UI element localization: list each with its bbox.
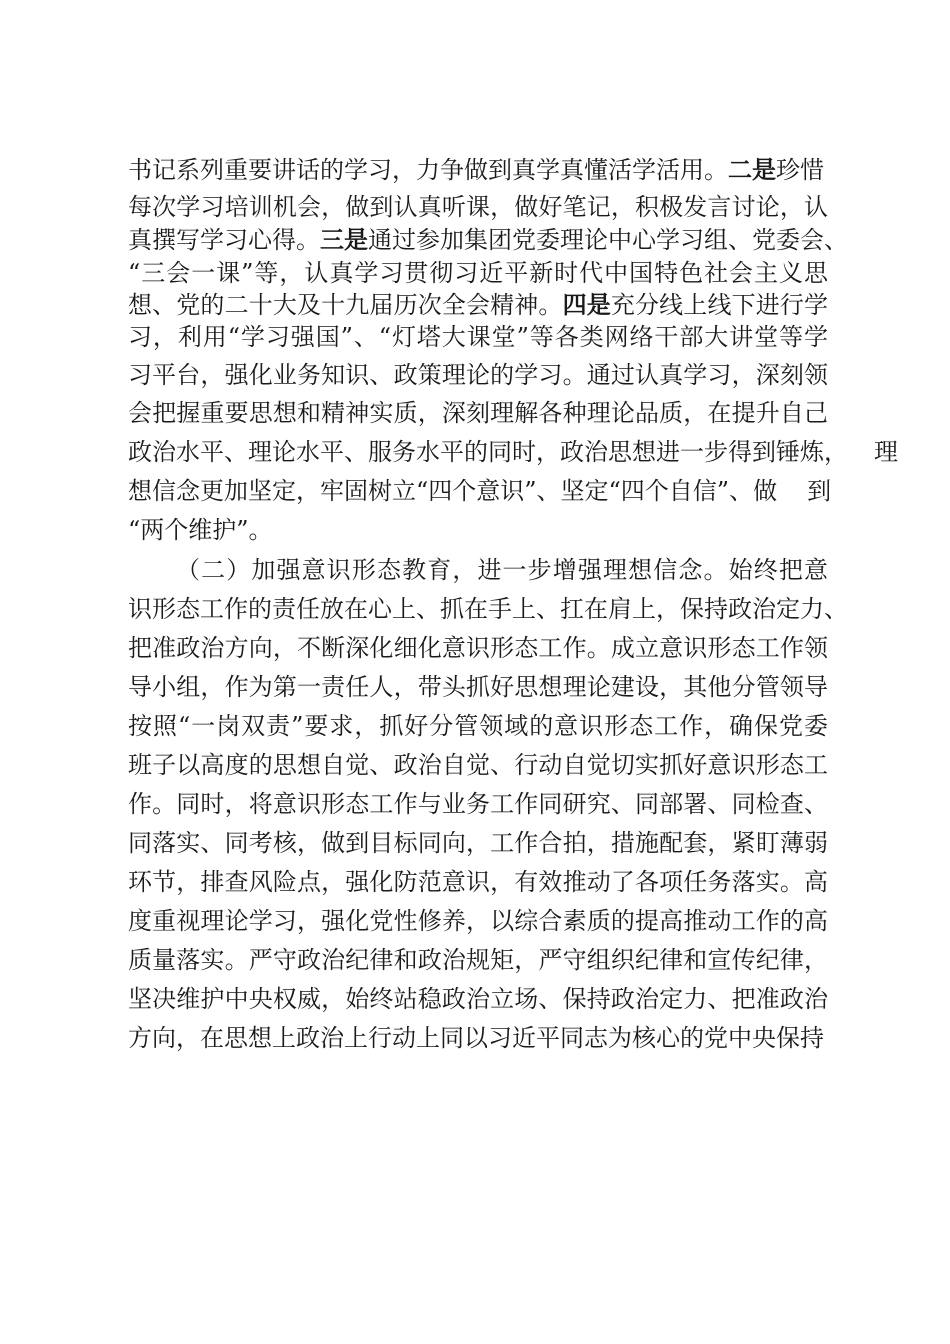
paragraph-2-line-4: 导小组，作为第一责任人，带头抓好思想理论建设，其他分管领导 xyxy=(128,673,828,701)
emphasis-ordinal: 二是 xyxy=(728,156,776,184)
paragraph-1-line-4: “三会一课”等，认真学习贯彻习近平新时代中国特色社会主义思 xyxy=(128,259,828,287)
paragraph-1-line-6: 习，利用“学习强国”、“灯塔大课堂”等各类网络干部大讲堂等学 xyxy=(128,323,828,351)
text-run: 理 xyxy=(874,438,898,466)
text-run: 政治水平、理论水平、服务水平的同时，政治思想进一步得到锤炼， xyxy=(128,438,848,466)
emphasis-ordinal: 三是 xyxy=(320,226,368,254)
paragraph-2-line-7: 作。同时，将意识形态工作与业务工作同研究、同部署、同检查、 xyxy=(128,790,828,818)
text-run: 真撰写学习心得。 xyxy=(128,226,320,254)
paragraph-2-line-12: 坚决维护中央权威，始终站稳政治立场、保持政治定力、把准政治 xyxy=(128,985,828,1013)
paragraph-2-line-1: （二）加强意识形态教育，进一步增强理想信念。始终把意 xyxy=(176,556,828,584)
emphasis-ordinal: 四是 xyxy=(562,291,611,319)
paragraph-1-line-5 xyxy=(128,290,828,320)
paragraph-2-line-2: 识形态工作的责任放在心上、抓在手上、扛在肩上，保持政治定力、 xyxy=(128,595,848,623)
text-run: 通过参加集团党委理论中心学习组、党委会、 xyxy=(368,226,848,254)
paragraph-2-line-3: 把准政治方向，不断深化细化意识形态工作。成立意识形态工作领 xyxy=(128,634,828,662)
text-run: 想、党的二十大及十九届历次全会精神。 xyxy=(128,291,563,319)
text-run: 想信念更加坚定，牢固树立“四个意识”、坚定“四个自信”、做 xyxy=(128,477,778,505)
paragraph-2-line-8: 同落实、同考核，做到目标同向，工作合拍，措施配套，紧盯薄弱 xyxy=(128,829,828,857)
text-run: 充分线上线下进行学 xyxy=(610,291,829,319)
paragraph-1-line-2: 每次学习培训机会，做到认真听课，做好笔记，积极发言讨论，认 xyxy=(128,193,828,221)
paragraph-1-line-1 xyxy=(128,155,824,185)
text-run: 珍惜 xyxy=(776,156,824,184)
paragraph-2-line-5: 按照“一岗双责”要求，抓好分管领域的意识形态工作，确保党委 xyxy=(128,712,828,740)
paragraph-1-line-3 xyxy=(128,225,848,255)
paragraph-1-line-8: 会把握重要思想和精神实质，深刻理解各种理论品质，在提升自己 xyxy=(128,399,828,427)
paragraph-1-line-9 xyxy=(128,437,898,467)
text-run: 到 xyxy=(807,477,832,505)
paragraph-2-line-13: 方向，在思想上政治上行动上同以习近平同志为核心的党中央保持 xyxy=(128,1024,824,1052)
paragraph-2-line-6: 班子以高度的思想自觉、政治自觉、行动自觉切实抓好意识形态工 xyxy=(128,751,828,779)
text-run: 书记系列重要讲话的学习，力争做到真学真懂活学活用。 xyxy=(128,156,728,184)
paragraph-2-line-11: 质量落实。严守政治纪律和政治规矩，严守组织纪律和宣传纪律， xyxy=(128,946,828,974)
paragraph-2-line-10: 度重视理论学习，强化党性修养，以综合素质的提高推动工作的高 xyxy=(128,907,828,935)
paragraph-1-line-10 xyxy=(128,476,832,506)
paragraph-1-line-11: “两个维护”。 xyxy=(128,516,273,544)
paragraph-1-line-7: 习平台，强化业务知识、政策理论的学习。通过认真学习，深刻领 xyxy=(128,361,828,389)
paragraph-2-line-9: 环节，排查风险点，强化防范意识，有效推动了各项任务落实。高 xyxy=(128,868,828,896)
